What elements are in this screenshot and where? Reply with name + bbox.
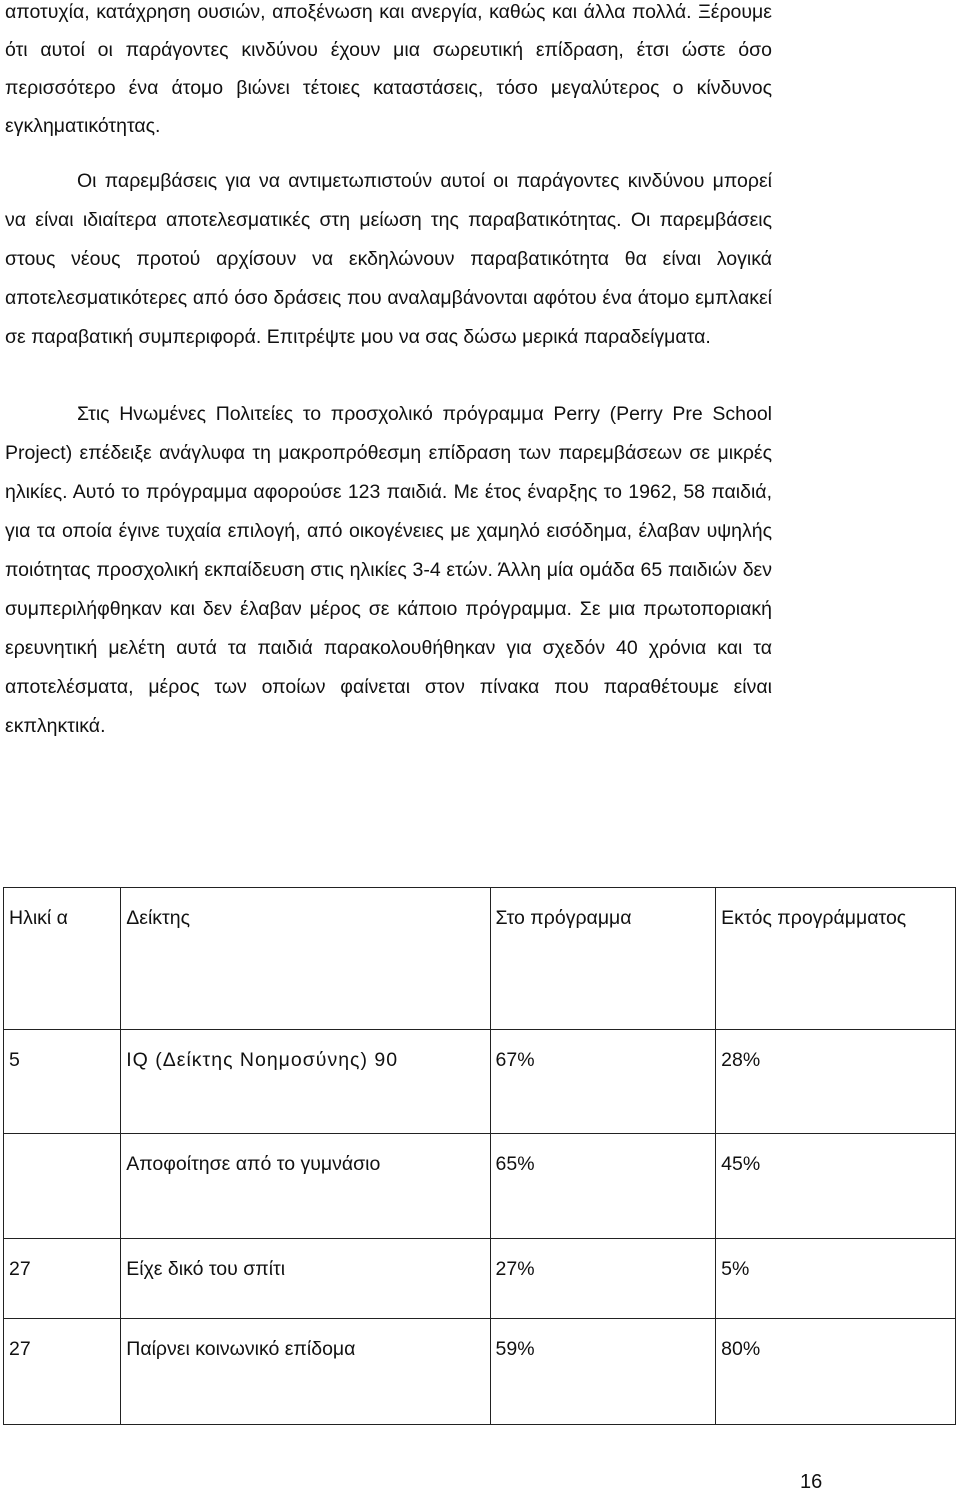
perry-project-paragraph <box>5 395 772 746</box>
results-table <box>3 887 956 1425</box>
cell-age: 27 <box>4 1319 121 1425</box>
cell-in-program: 59% <box>490 1319 716 1425</box>
cell-in-program: 65% <box>490 1134 716 1239</box>
cell-indicator: Αποφοίτησε από το γυμνάσιο <box>121 1134 490 1239</box>
cell-out-program: 5% <box>716 1239 956 1319</box>
cell-age: 5 <box>4 1030 121 1134</box>
cell-age <box>4 1134 121 1239</box>
cell-in-program: 67% <box>490 1030 716 1134</box>
cell-indicator: IQ (Δείκτης Νοημοσύνης) 90 <box>121 1030 490 1134</box>
intro-paragraph-text: αποτυχία, κατάχρηση ουσιών, αποξένωση και ανεργία, καθώς και άλλα πολλά. Ξέρουμε ότι αυτοί οι παράγοντες κινδύνου έχουν μια σωρευτική επίδραση, έτσι ώστε όσο περισσότερο ένα άτομο βιώνει τέτοιες καταστάσεις, τόσο μεγαλύτερος ο κίνδυνος εγκληματικότητας. <box>5 1 772 137</box>
table-header-row <box>4 888 956 1030</box>
intro-paragraph <box>5 0 772 145</box>
cell-age: 27 <box>4 1239 121 1319</box>
interventions-paragraph <box>5 162 772 357</box>
interventions-paragraph-text: Οι παρεμβάσεις για να αντιμετωπιστούν αυτοί οι παράγοντες κινδύνου μπορεί να είναι ιδιαίτερα αποτελεσματικές στη μείωση της παραβατικότητας. Οι παρεμβάσεις στους νέους προτού αρχίσουν να εκδηλώνουν παραβατικότητα θα είναι λογικά αποτελεσματικότερες από όσο δράσεις που αναλαμβάνονται αφότου ένα άτομο εμπλακεί σε παραβατική συμπεριφορά. Επιτρέψτε μου να σας δώσω μερικά παραδείγματα. <box>5 170 772 348</box>
cell-out-program: 28% <box>716 1030 956 1134</box>
table-row <box>4 1319 956 1425</box>
table-row <box>4 1134 956 1239</box>
cell-out-program: 45% <box>716 1134 956 1239</box>
header-indicator: Δείκτης <box>121 888 490 1030</box>
table-row <box>4 1030 956 1134</box>
header-age: Ηλικί α <box>4 888 121 1030</box>
header-in-program: Στο πρόγραμμα <box>490 888 716 1030</box>
perry-project-paragraph-text: Στις Ηνωμένες Πολιτείες το προσχολικό πρόγραμμα Perry (Perry Pre School Project) επέδειξε ανάγλυφα τη μακροπρόθεσμη επίδραση των παρεμβάσεων σε μικρές ηλικίες. Αυτό το πρόγραμμα αφορούσε 123 παιδιά. Με έτος έναρξης το 1962, 58 παιδιά, για τα οποία έγινε τυχαία επιλογή, από οικογένειες με χαμηλό εισόδημα, έλαβαν υψηλής ποιότητας προσχολική εκπαίδευση στις ηλικίες 3-4 ετών. Άλλη μία ομάδα 65 παιδιών δεν συμπεριλήφθηκαν και δεν έλαβαν μέρος σε κάποιο πρόγραμμα. Σε μια πρωτοποριακή ερευνητική μελέτη αυτά τα παιδιά παρακολουθήθηκαν για σχεδόν 40 χρόνια και τα αποτελέσματα, μέρος των οποίων φαίνεται στον πίνακα που παραθέτουμε είναι εκπληκτικά. <box>5 403 772 737</box>
table-row <box>4 1239 956 1319</box>
cell-out-program: 80% <box>716 1319 956 1425</box>
header-out-program: Εκτός προγράμματος <box>716 888 956 1030</box>
page-number: 16 <box>800 1471 823 1493</box>
cell-in-program: 27% <box>490 1239 716 1319</box>
cell-indicator: Είχε δικό του σπίτι <box>121 1239 490 1319</box>
cell-indicator: Παίρνει κοινωνικό επίδομα <box>121 1319 490 1425</box>
